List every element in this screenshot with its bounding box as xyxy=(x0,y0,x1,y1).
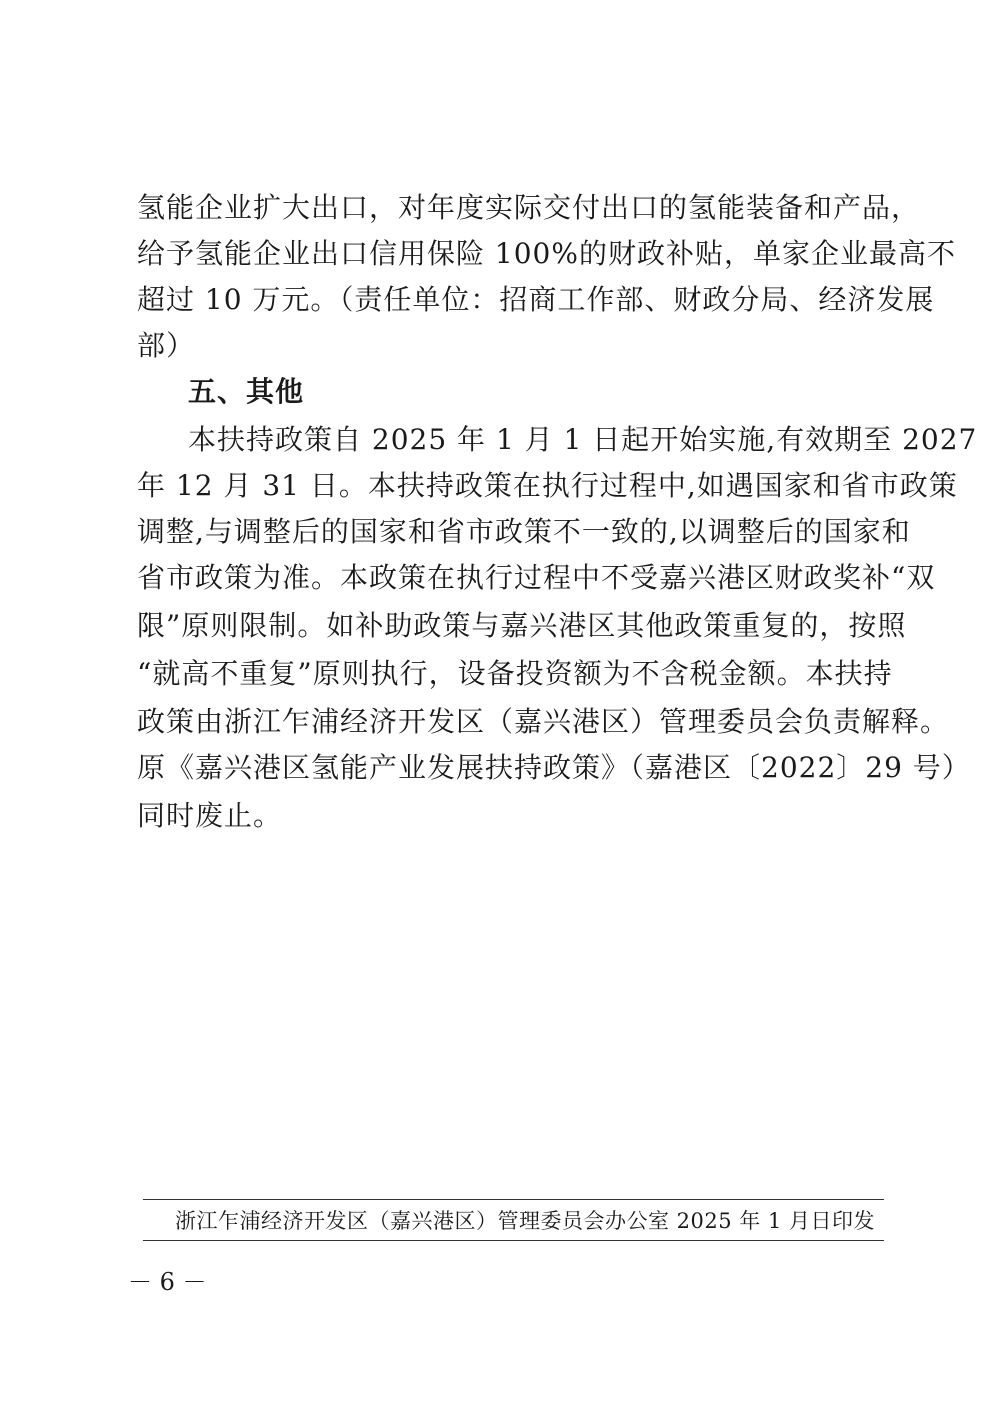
section5-line-9: 同时废止。 xyxy=(137,799,283,832)
section-heading: 五、其他 xyxy=(188,375,305,408)
section5-line-8: 原《嘉兴港区氢能产业发展扶持政策》（嘉港区〔2022〕29 号） xyxy=(137,751,971,784)
section5-line-7: 政策由浙江乍浦经济开发区（嘉兴港区）管理委员会负责解释。 xyxy=(137,705,950,738)
footer-bottom-rule xyxy=(143,1240,884,1241)
footer-top-rule xyxy=(143,1199,884,1200)
paragraph1-line-2: 给予氢能企业出口信用保险 100%的财政补贴，单家企业最高不 xyxy=(137,237,956,270)
footer-issuer-line: 浙江乍浦经济开发区（嘉兴港区）管理委员会办公室 2025 年 1 月日印发 xyxy=(175,1209,876,1233)
section5-line-2: 年 12 月 31 日。本扶持政策在执行过程中,如遇国家和省市政策 xyxy=(137,469,958,502)
section5-line-4: 省市政策为准。本政策在执行过程中不受嘉兴港区财政奖补“双 xyxy=(137,561,936,594)
page-number: － 6 － xyxy=(128,1268,207,1296)
paragraph1-line-4: 部） xyxy=(137,329,196,362)
paragraph1-line-3: 超过 10 万元。（责任单位：招商工作部、财政分局、经济发展 xyxy=(137,283,935,316)
section5-line-6: “就高不重复”原则执行，设备投资额为不含税金额。本扶持 xyxy=(137,657,893,690)
paragraph1-line-1: 氢能企业扩大出口，对年度实际交付出口的氢能装备和产品， xyxy=(137,191,921,224)
section5-line-3: 调整,与调整后的国家和省市政策不一致的,以调整后的国家和 xyxy=(137,515,911,548)
section5-line-5: 限”原则限制。如补助政策与嘉兴港区其他政策重复的，按照 xyxy=(137,609,907,642)
section5-line-1: 本扶持政策自 2025 年 1 月 1 日起开始实施,有效期至 2027 xyxy=(188,423,978,456)
